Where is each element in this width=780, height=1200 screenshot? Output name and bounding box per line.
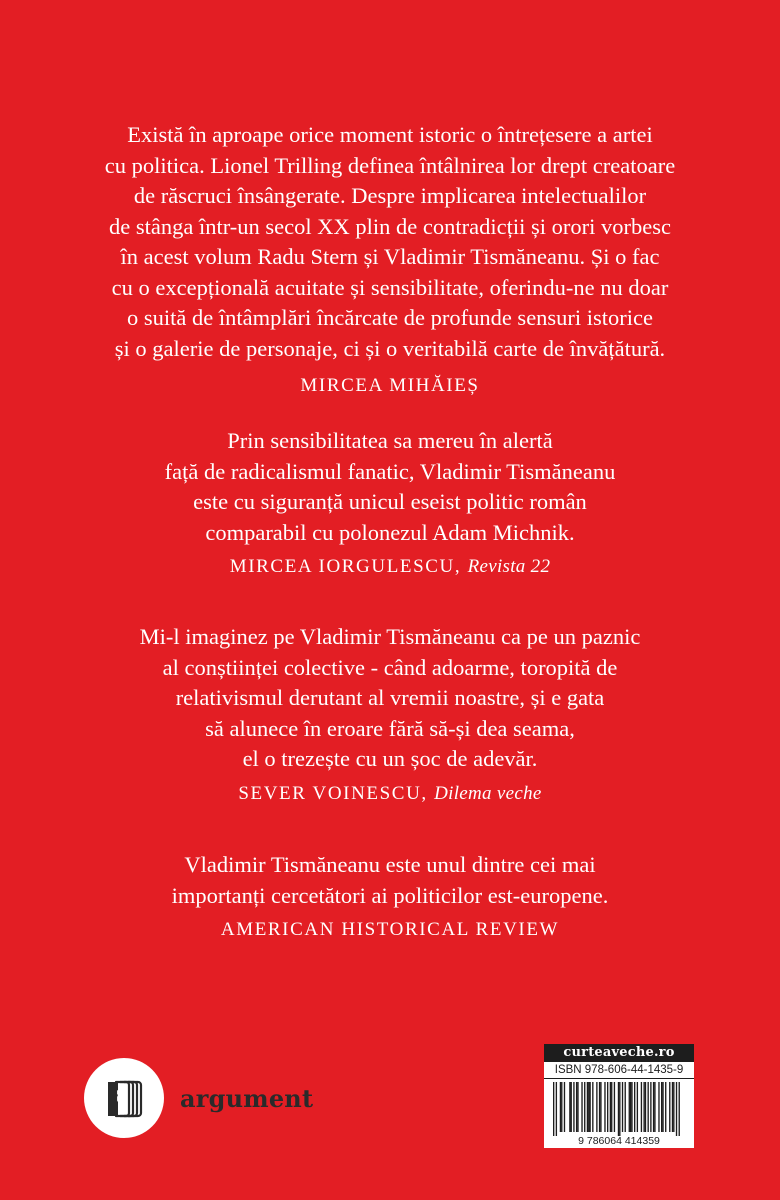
barcode-bar	[587, 1082, 588, 1132]
barcode-bar	[634, 1082, 635, 1132]
blurb-line: al conștiinței colective - când adoarme, toropită de	[162, 654, 618, 680]
blurb-text	[0, 426, 780, 548]
barcode-bar	[607, 1082, 608, 1132]
barcode-bar	[592, 1082, 593, 1132]
barcode-bar	[645, 1082, 646, 1132]
barcode-bar	[673, 1082, 674, 1132]
blurb-author	[0, 556, 780, 578]
blurb-line: importanți cercetători ai politicilor est-europene.	[171, 882, 609, 908]
barcode-bar	[576, 1082, 577, 1132]
barcode-bar	[665, 1082, 666, 1132]
barcode-bar	[650, 1082, 651, 1132]
blurb-american-historical-review	[0, 850, 780, 941]
blurb-line: el o trezește cu un șoc de adevăr.	[242, 746, 538, 771]
blurb-line: Mi-l imaginez pe Vladimir Tismăneanu ca pe un paznic	[139, 624, 641, 649]
barcode-bar	[569, 1082, 570, 1132]
book-stack-profile-icon	[84, 1058, 164, 1138]
barcode-bar	[629, 1082, 630, 1132]
blurb-author	[0, 783, 780, 805]
blurb-line: comparabil cu polonezul Adam Michnik.	[205, 519, 575, 545]
blurb-author	[0, 375, 780, 397]
isbn-number: ISBN 978-606-44-1435-9	[544, 1062, 694, 1079]
barcode-bar	[564, 1082, 565, 1132]
barcode-bar	[676, 1082, 677, 1136]
barcode-bar	[581, 1082, 582, 1132]
barcode-bar	[573, 1082, 574, 1132]
barcode-bar	[571, 1082, 572, 1132]
barcode-bar	[604, 1082, 605, 1132]
blurb-line: relativismul derutant al vremii noastre, și e gata	[175, 685, 605, 710]
barcode-bar	[589, 1082, 590, 1132]
blurb-line: și o galerie de personaje, ci și o veritabilă carte de învățătură.	[114, 335, 666, 361]
author-name: SEVER VOINESCU,	[238, 782, 428, 804]
barcode-bar	[614, 1082, 615, 1132]
barcode-bar	[611, 1082, 612, 1132]
barcode-bar	[596, 1082, 597, 1132]
barcode-bar	[672, 1082, 673, 1132]
blurb-line: de răscruci însângerate. Despre implicarea intelectualilor	[133, 183, 647, 208]
blurb-text	[0, 622, 780, 775]
barcode-bar	[600, 1082, 601, 1132]
barcode-bar	[648, 1082, 649, 1132]
barcode-bar	[618, 1082, 619, 1136]
publisher-name: argument	[180, 1083, 314, 1113]
author-name: MIRCEA MIHĂIEȘ	[300, 375, 480, 396]
barcode-bar	[669, 1082, 670, 1132]
publisher-website: curteaveche.ro	[544, 1044, 694, 1062]
barcode-digits: 9 786064 414359	[578, 1135, 660, 1147]
isbn-barcode	[544, 1044, 694, 1148]
barcode-bar	[619, 1082, 620, 1136]
barcode-bar	[622, 1082, 623, 1132]
barcode-bar	[553, 1082, 554, 1136]
barcode-bar	[584, 1082, 585, 1132]
barcode-bar	[610, 1082, 611, 1132]
barcode-bar	[560, 1082, 561, 1132]
blurb-author	[0, 919, 780, 941]
barcode-bar	[631, 1082, 632, 1132]
blurb-line: să alunece în eroare fără să-și dea seama,	[205, 715, 575, 741]
blurb-iorgulescu	[0, 426, 780, 578]
barcode-bar	[637, 1082, 638, 1132]
barcode-bar	[679, 1082, 680, 1136]
blurb-line: în acest volum Radu Stern și Vladimir Tismăneanu. Și o fac	[120, 244, 660, 269]
blurb-line: Vladimir Tismăneanu este unul dintre cei mai	[184, 852, 596, 877]
blurb-text	[0, 850, 780, 911]
barcode-bar	[625, 1082, 626, 1132]
blurb-line: cu o excepțională acuitate și sensibilitate, oferindu-ne nu doar	[111, 274, 669, 300]
blurb-line: este cu siguranță unicul eseist politic român	[193, 489, 587, 514]
barcode-bar	[643, 1082, 644, 1132]
barcode-bar	[641, 1082, 642, 1132]
blurb-line: Există în aproape orice moment istoric o întrețesere a artei	[127, 122, 653, 147]
author-name: AMERICAN HISTORICAL REVIEW	[220, 919, 560, 940]
barcode-bar	[561, 1082, 562, 1132]
blurb-line: o suită de întâmplări încărcate de profunde sensuri istorice	[126, 305, 654, 330]
barcode-bars	[549, 1081, 689, 1147]
author-source: Revista 22	[467, 556, 551, 577]
author-source: Dilema veche	[434, 782, 542, 804]
barcode-bar	[654, 1082, 655, 1132]
barcode-bar	[588, 1082, 589, 1132]
barcode-bar	[661, 1082, 662, 1132]
blurb-voinescu	[0, 622, 780, 805]
barcode-bar	[556, 1082, 557, 1136]
blurb-mihaies	[0, 120, 780, 397]
publisher-logo	[84, 1058, 313, 1138]
barcode-bar	[653, 1082, 654, 1132]
barcode-bar	[630, 1082, 631, 1132]
blurb-line: de stânga într-un secol XX plin de contradicții și orori vorbesc	[109, 213, 671, 239]
author-name: MIRCEA IORGULESCU,	[229, 556, 462, 577]
barcode-bar	[599, 1082, 600, 1132]
blurb-line: față de radicalismul fanatic, Vladimir Tismăneanu	[164, 458, 616, 484]
blurb-line: Prin sensibilitatea sa mereu în alertă	[227, 428, 553, 453]
blurb-text	[0, 120, 780, 364]
barcode-bar	[658, 1082, 659, 1132]
blurb-line: cu politica. Lionel Trilling definea întâlnirea lor drept creatoare	[104, 152, 676, 178]
barcode-bar	[662, 1082, 663, 1132]
barcode-bar	[577, 1082, 578, 1132]
